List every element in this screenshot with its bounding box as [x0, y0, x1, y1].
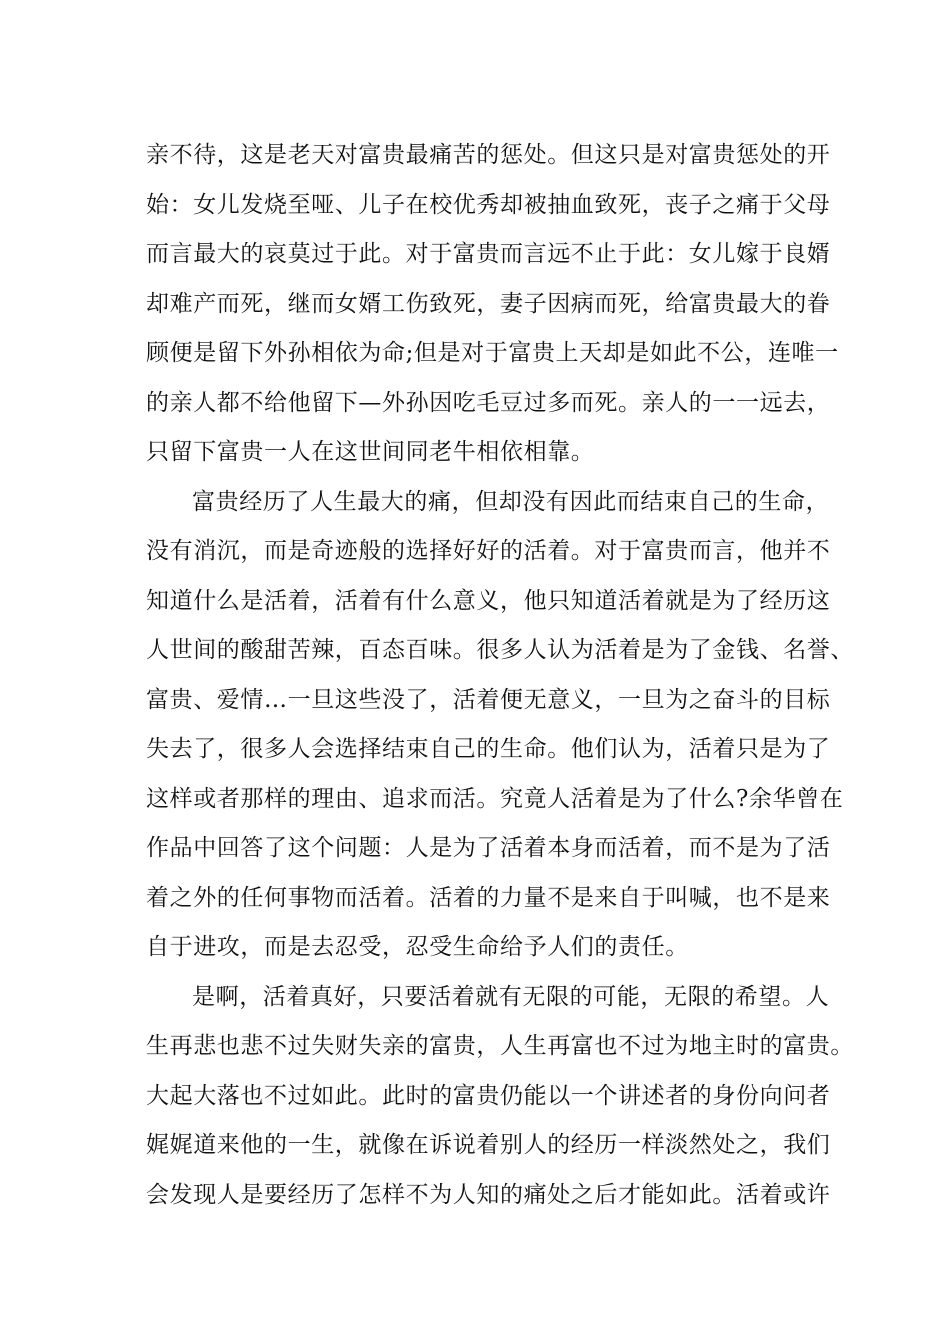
text-line: 着之外的任何事物而活着。活着的力量不是来自于叫喊，也不是来 — [146, 884, 831, 911]
text-line: 而言最大的哀莫过于此。对于富贵而言远不止于此：女儿嫁于良婿 — [146, 241, 831, 267]
paragraph-start-line: 是啊，活着真好，只要活着就有无限的可能，无限的希望。人 — [192, 983, 830, 1010]
text-line: 作品中回答了这个问题：人是为了活着本身而活着，而不是为了活 — [146, 835, 831, 861]
text-line: 生再悲也悲不过失财失亲的富贵，人生再富也不过为地主时的富贵。 — [146, 1033, 854, 1059]
text-line: 大起大落也不过如此。此时的富贵仍能以一个讲述者的身份向问者 — [146, 1082, 831, 1109]
text-line: 富贵、爱情…一旦这些没了，活着便无意义，一旦为之奋斗的目标 — [146, 686, 831, 713]
text-line: 却难产而死，继而女婿工伤致死，妻子因病而死，给富贵最大的眷 — [146, 290, 831, 317]
text-line: 的亲人都不给他留下—外孙因吃毛豆过多而死。亲人的一一远去， — [146, 389, 831, 416]
text-line: 这样或者那样的理由、追求而活。究竟人活着是为了什么?余华曾在 — [146, 785, 844, 812]
body-text — [146, 131, 854, 1220]
text-line: 亲不待，这是老天对富贵最痛苦的惩处。但这只是对富贵惩处的开 — [146, 142, 831, 168]
text-line: 知道什么是活着，活着有什么意义，他只知道活着就是为了经历这 — [146, 587, 831, 614]
text-line: 失去了，很多人会选择结束自己的生命。他们认为，活着只是为了 — [146, 736, 831, 762]
text-line: 会发现人是要经历了怎样不为人知的痛处之后才能如此。活着或许 — [146, 1181, 831, 1208]
text-line: 娓娓道来他的一生，就像在诉说着别人的经历一样淡然处之，我们 — [146, 1132, 831, 1158]
text-line: 自于进攻，而是去忍受，忍受生命给予人们的责任。 — [146, 934, 689, 960]
text-line: 顾便是留下外孙相依为命;但是对于富贵上天却是如此不公，连唯一 — [146, 340, 839, 366]
text-line: 没有消沉，而是奇迹般的选择好好的活着。对于富贵而言，他并不 — [146, 538, 831, 564]
text-line: 人世间的酸甜苦辣，百态百味。很多人认为活着是为了金钱、名誉、 — [146, 637, 854, 663]
text-line: 始：女儿发烧至哑、儿子在校优秀却被抽血致死，丧子之痛于父母 — [146, 191, 831, 218]
paragraph-start-line: 富贵经历了人生最大的痛，但却没有因此而结束自己的生命， — [192, 488, 830, 515]
text-line: 只留下富贵一人在这世间同老牛相依相靠。 — [146, 439, 595, 465]
